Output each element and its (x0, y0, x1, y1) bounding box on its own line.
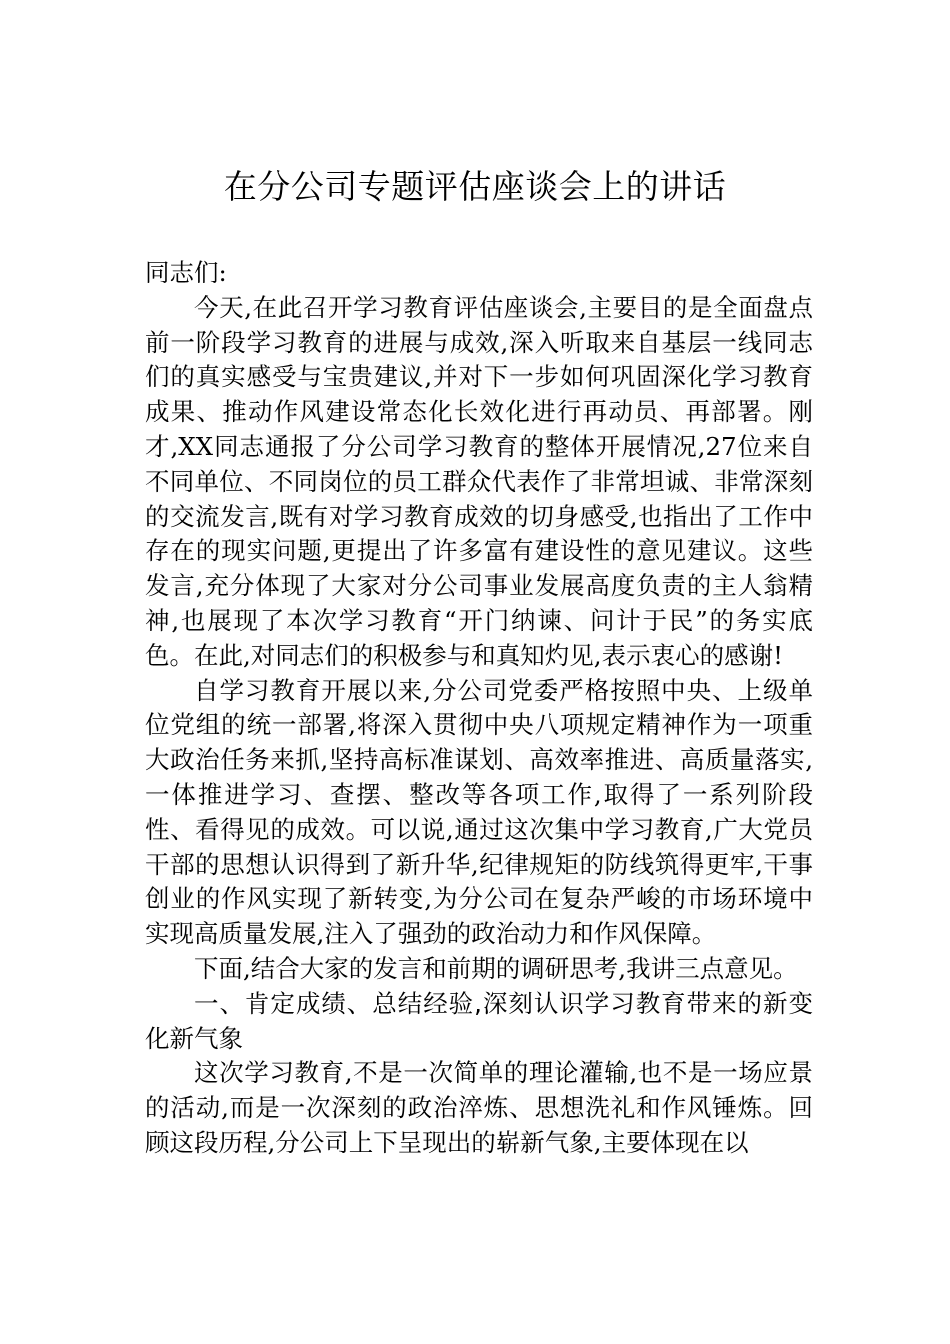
document-title: 在分公司专题评估座谈会上的讲话 (223, 167, 727, 206)
document-body (145, 256, 813, 1161)
salutation: 同志们: (145, 258, 227, 287)
section-heading: 一、肯定成绩、总结经验,深刻认识学习教育带来的新变化新气象 (145, 988, 813, 1053)
paragraph-transition: 下面,结合大家的发言和前期的调研思考,我讲三点意见。 (194, 953, 798, 983)
paragraph-opening: 今天,在此召开学习教育评估座谈会,主要目的是全面盘点前一阶段学习教育的进展与成效,深入听取来自基层一线同志们的真实感受与宝贵建议,并对下一步如何巩固深化学习教育成果、推动作风建设常态化长效化进行再动员、再部署。刚才,XX同志通报了分公司学习教育的整体开展情况,27位来自不同单位、不同岗位的员工群众代表作了非常坦诚、非常深刻的交流发言,既有对学习教育成效的切身感受,也指出了工作中存在的现实问题,更提出了许多富有建设性的意见建议。这些发言,充分体现了大家对分公司事业发展高度负责的主人翁精神,也展现了本次学习教育“开门纳谏、问计于民”的务实底色。在此,对同志们的积极参与和真知灼见,表示衷心的感谢! (145, 292, 813, 670)
paragraph-achievements: 自学习教育开展以来,分公司党委严格按照中央、上级单位党组的统一部署,将深入贯彻中央八项规定精神作为一项重大政治任务来抓,坚持高标准谋划、高效率推进、高质量落实,一体推进学习、查摆、整改等各项工作,取得了一系列阶段性、看得见的成效。可以说,通过这次集中学习教育,广大党员干部的思想认识得到了新升华,纪律规矩的防线筑得更牢,干事创业的作风实现了新转变,为分公司在复杂严峻的市场环境中实现高质量发展,注入了强劲的政治动力和作风保障。 (145, 675, 813, 949)
paragraph-section-one: 这次学习教育,不是一次简单的理论灌输,也不是一场应景的活动,而是一次深刻的政治淬炼、思想洗礼和作风锤炼。回顾这段历程,分公司上下呈现出的崭新气象,主要体现在以 (145, 1058, 813, 1157)
